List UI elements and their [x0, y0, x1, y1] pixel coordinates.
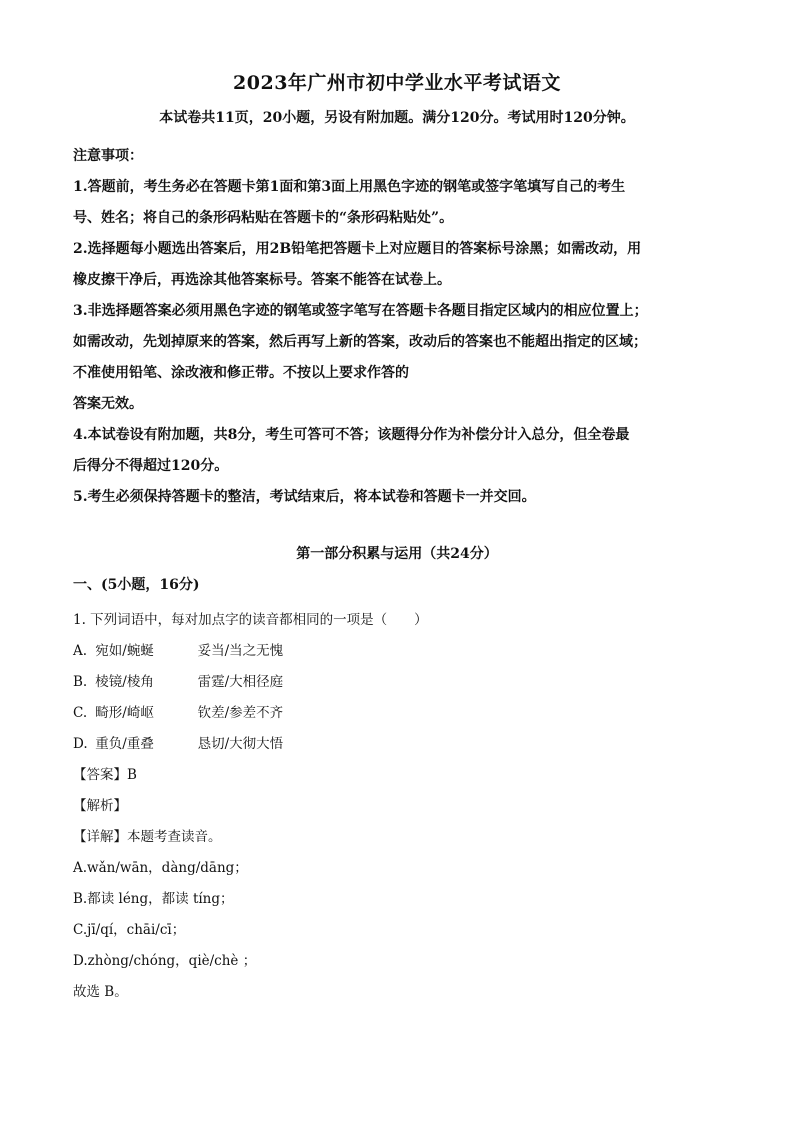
- explanation-line: D.zhòng/chóng，qiè/chè ；: [73, 953, 257, 969]
- option-word-pair: 钦差/参差不齐: [197, 705, 284, 721]
- option-word-pair: 妥当/当之无愧: [197, 643, 284, 659]
- question-stem: 1. 下列词语中，每对加点字的读音都相同的一项是（ ）: [73, 612, 428, 628]
- notice-line: 橡皮擦干净后，再选涂其他答案标号。答案不能答在试卷上。: [73, 272, 451, 288]
- option-word-pair: 畸形/崎岖: [95, 705, 154, 721]
- question-1: [73, 605, 733, 1008]
- notice-block: [73, 141, 733, 513]
- page-title: 2023年广州市初中学业水平考试语文: [233, 72, 561, 94]
- conclusion-line: 故选 B。: [73, 984, 128, 1000]
- option-c: [73, 698, 733, 729]
- analysis-tag: 【解析】: [73, 798, 127, 814]
- option-word-pair: 宛如/蜿蜒: [95, 643, 154, 659]
- notice-line: 答案无效。: [73, 396, 143, 412]
- explanation-line: B.都读 léng，都读 tíng；: [73, 891, 234, 907]
- notice-line: 2.选择题每小题选出答案后，用2B铅笔把答题卡上对应题目的答案标号涂黑；如需改动，用: [73, 241, 642, 257]
- option-label: D.: [73, 736, 88, 752]
- option-label: C.: [73, 705, 88, 721]
- option-word-pair: 重负/重叠: [95, 736, 154, 752]
- notice-line: 5.考生必须保持答题卡的整洁，考试结束后，将本试卷和答题卡一并交回。: [73, 489, 536, 505]
- explanation-line: C.jī/qí，chāi/cī；: [73, 922, 186, 938]
- notice-line: 后得分不得超过120分。: [73, 458, 229, 474]
- notice-line: 如需改动，先划掉原来的答案，然后再写上新的答案，改动后的答案也不能超出指定的区域；: [73, 334, 647, 350]
- option-label: A.: [73, 643, 88, 659]
- notice-line: 4.本试卷设有附加题，共8分，考生可答可不答；该题得分作为补偿分计入总分，但全卷最: [73, 427, 630, 443]
- exam-summary: 本试卷共11页，20小题，另设有附加题。满分120分。考试用时120分钟。: [159, 110, 635, 126]
- option-d: [73, 729, 733, 760]
- detail-tag: 【详解】本题考查读音。: [73, 829, 222, 845]
- option-word-pair: 雷霆/大相径庭: [197, 674, 284, 690]
- notice-heading: 注意事项：: [73, 148, 143, 164]
- option-word-pair: 恳切/大彻大悟: [197, 736, 284, 752]
- notice-line: 号、姓名；将自己的条形码粘贴在答题卡的“条形码粘贴处”。: [73, 210, 454, 226]
- option-word-pair: 棱镜/棱角: [95, 674, 154, 690]
- option-a: [73, 636, 733, 667]
- section-title: 第一部分积累与运用（共24分）: [296, 546, 498, 562]
- notice-line: 1.答题前，考生务必在答题卡第1面和第3面上用黑色字迹的钢笔或签字笔填写自己的考生: [73, 179, 626, 195]
- notice-line: 3.非选择题答案必须用黑色字迹的钢笔或签字笔写在答题卡各题目指定区域内的相应位置上；: [73, 303, 648, 319]
- option-b: [73, 667, 733, 698]
- option-label: B.: [73, 674, 88, 690]
- notice-line: 不准使用铅笔、涂改液和修正带。不按以上要求作答的: [73, 365, 409, 381]
- part-heading: 一、(5小题，16分): [73, 577, 200, 593]
- explanation-line: A.wǎn/wān，dàng/dāng；: [73, 860, 248, 876]
- answer-tag: 【答案】B: [73, 767, 137, 783]
